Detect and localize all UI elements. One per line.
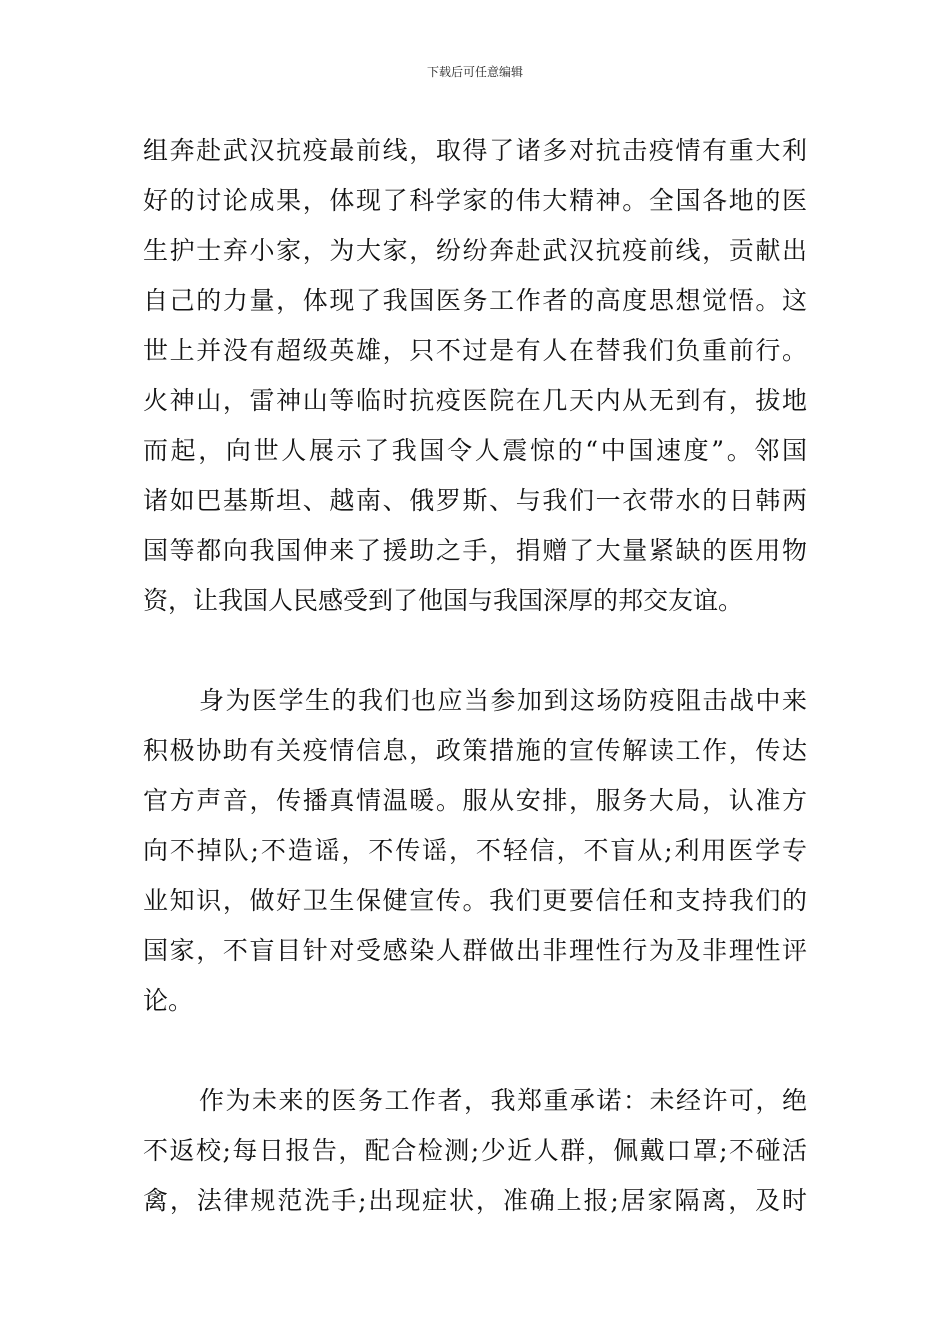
page-header: 下载后可任意编辑	[426, 65, 523, 79]
paragraph-line: 国家，不盲目针对受感染人群做出非理性行为及非理性评	[143, 936, 807, 965]
paragraph-line: 禽，法律规范洗手;出现症状，准确上报;居家隔离，及时	[143, 1186, 807, 1215]
document-body	[143, 126, 807, 1226]
paragraph-line: 组奔赴武汉抗疫最前线，取得了诸多对抗击疫情有重大利	[143, 136, 807, 165]
paragraph-2	[143, 676, 807, 1026]
paragraph-1	[143, 126, 807, 626]
paragraph-line: 向不掉队;不造谣，不传谣，不轻信，不盲从;利用医学专	[143, 836, 807, 865]
paragraph-line: 资，让我国人民感受到了他国与我国深厚的邦交友谊。	[143, 586, 744, 615]
paragraph-line: 国等都向我国伸来了援助之手，捐赠了大量紧缺的医用物	[143, 536, 807, 565]
paragraph-line: 自己的力量，体现了我国医务工作者的高度思想觉悟。这	[143, 286, 807, 315]
paragraph-line: 论。	[143, 986, 194, 1015]
paragraph-3	[143, 1076, 807, 1226]
paragraph-line: 不返校;每日报告，配合检测;少近人群，佩戴口罩;不碰活	[143, 1136, 807, 1165]
paragraph-line: 而起，向世人展示了我国令人震惊的“中国速度”。邻国	[143, 436, 807, 465]
paragraph-spacer	[143, 626, 807, 676]
paragraph-line: 好的讨论成果，体现了科学家的伟大精神。全国各地的医	[143, 186, 807, 215]
paragraph-line: 作为未来的医务工作者，我郑重承诺：未经许可，绝	[199, 1086, 807, 1115]
paragraph-spacer	[143, 1026, 807, 1076]
paragraph-line: 火神山，雷神山等临时抗疫医院在几天内从无到有，拔地	[143, 386, 807, 415]
paragraph-line: 积极协助有关疫情信息，政策措施的宣传解读工作，传达	[143, 736, 807, 765]
paragraph-line: 世上并没有超级英雄，只不过是有人在替我们负重前行。	[143, 336, 807, 365]
paragraph-line: 官方声音，传播真情温暖。服从安排，服务大局，认准方	[143, 786, 807, 815]
paragraph-line: 诸如巴基斯坦、越南、俄罗斯、与我们一衣带水的日韩两	[143, 486, 807, 515]
paragraph-line: 业知识，做好卫生保健宣传。我们更要信任和支持我们的	[143, 886, 807, 915]
paragraph-line: 生护士弃小家，为大家，纷纷奔赴武汉抗疫前线，贡献出	[143, 236, 807, 265]
paragraph-line: 身为医学生的我们也应当参加到这场防疫阻击战中来	[199, 686, 807, 715]
